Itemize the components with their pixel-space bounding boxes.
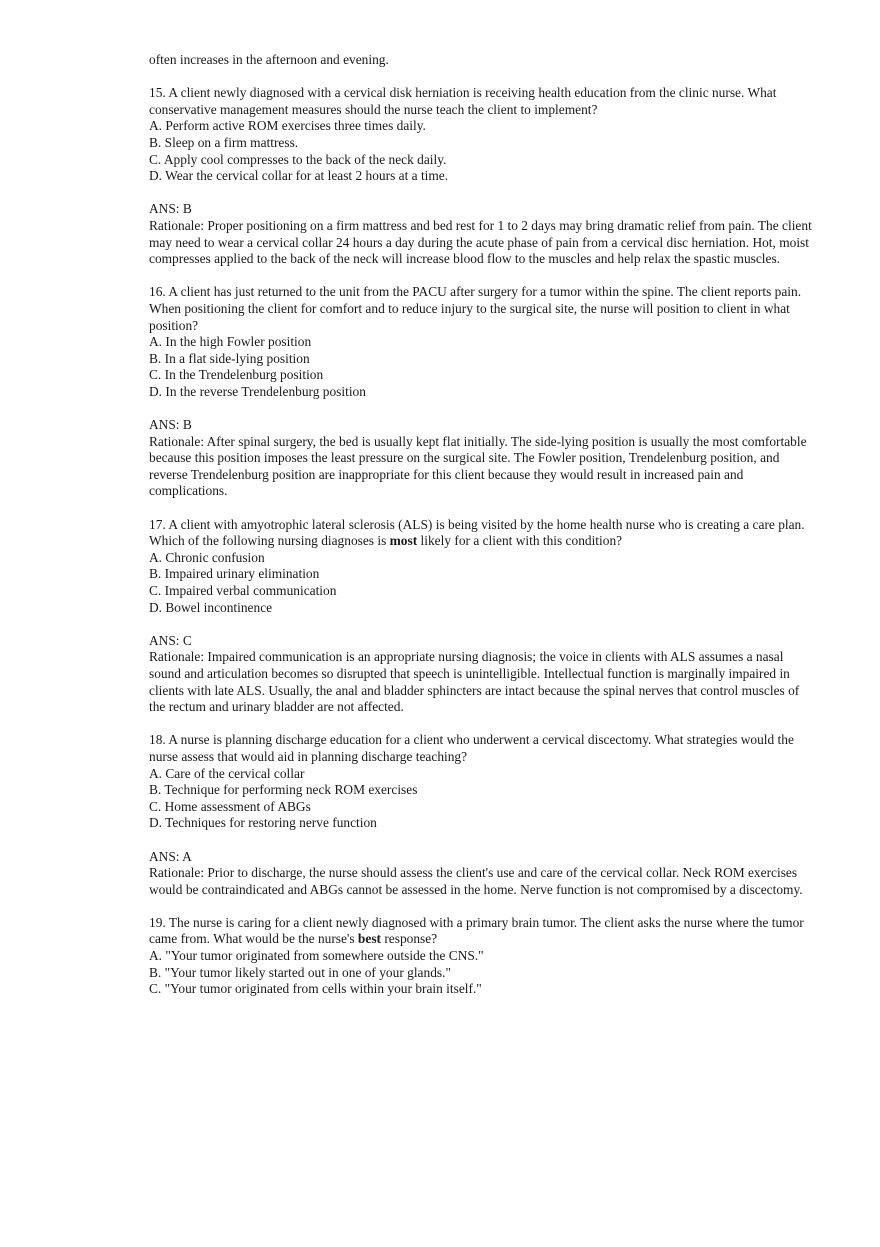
stem-emphasis: most	[389, 533, 418, 549]
spacer	[149, 185, 814, 202]
option-c: C. In the Trendelenburg position	[149, 367, 324, 383]
spacer	[149, 500, 814, 517]
option-c: C. Impaired verbal communication	[149, 583, 337, 598]
question-17	[149, 517, 814, 716]
rationale: Rationale: Impaired communication is an appropriate nursing diagnosis; the voice in clients with ALS assumes a nasal sound and articulation becomes so disrupted that speech is unintelligible. Intellectual function is marginally impaired in clients with late ALS. Usually, the anal and bladder sphincters are intact because the spinal nerves that control muscles of the rectum and urinary bladder are not affected.	[149, 649, 800, 715]
option-a: A. "Your tumor originated from somewhere outside the CNS."	[149, 948, 484, 964]
option-d: D. Techniques for restoring nerve function	[149, 815, 377, 831]
question-stem	[149, 517, 814, 550]
stem-text: 17. A client with amyotrophic lateral sclerosis (ALS) is being visited by the home health nurse who is creating a care plan. Which of the following nursing diagnoses is	[149, 516, 805, 549]
option-c: C. "Your tumor originated from cells within your brain itself."	[149, 981, 482, 997]
question-stem: 16. A client has just returned to the unit from the PACU after surgery for a tumor within the spine. The client reports pain. When positioning the client for comfort and to reduce injury to the surgical site, the nurse will position to client in what position?	[149, 284, 802, 333]
option-b: B. Sleep on a firm mattress.	[149, 134, 299, 150]
option-a: A. Perform active ROM exercises three times daily.	[149, 118, 426, 134]
rationale: Rationale: After spinal surgery, the bed is usually kept flat initially. The side-lying position is usually the most comfortable because this position imposes the least pressure on the surgical site. The Fowler position, Trendelenburg position, and reverse Trendelenburg position are inappropriate for this client because they would result in increased pain and complications.	[149, 433, 807, 499]
option-b: B. Technique for performing neck ROM exercises	[149, 782, 418, 798]
spacer	[149, 616, 814, 633]
option-a: A. Chronic confusion	[149, 549, 265, 565]
option-a: A. In the high Fowler position	[149, 334, 312, 350]
rationale: Rationale: Prior to discharge, the nurse should assess the client's use and care of the cervical collar. Neck ROM exercises would be contraindicated and ABGs cannot be assessed in the home. Nerve function is not compromised by a discectomy.	[149, 865, 803, 897]
stem-text: response?	[380, 931, 438, 947]
spacer	[149, 716, 814, 733]
option-b: B. In a flat side-lying position	[149, 350, 310, 366]
option-c: C. Apply cool compresses to the back of the neck daily.	[149, 151, 447, 167]
option-a: A. Care of the cervical collar	[149, 765, 305, 781]
question-16	[149, 284, 814, 500]
question-stem	[149, 915, 814, 948]
option-d: D. Wear the cervical collar for at least 2 hours at a time.	[149, 168, 449, 184]
question-stem: 18. A nurse is planning discharge education for a client who underwent a cervical discectomy. What strategies would the nurse assess that would aid in planning discharge teaching?	[149, 732, 794, 764]
answer-key: ANS: B	[149, 417, 192, 433]
stem-text: likely for a client with this condition?	[417, 533, 623, 549]
spacer	[149, 898, 814, 915]
answer-key: ANS: B	[149, 201, 192, 217]
stem-emphasis: best	[357, 931, 381, 947]
spacer	[149, 400, 814, 417]
option-d: D. Bowel incontinence	[149, 599, 273, 615]
answer-key: ANS: C	[149, 632, 192, 648]
option-b: B. Impaired urinary elimination	[149, 566, 320, 582]
continuation-text: often increases in the afternoon and evening.	[149, 52, 389, 67]
question-15	[149, 85, 814, 268]
option-d: D. In the reverse Trendelenburg position	[149, 383, 366, 399]
option-b: B. "Your tumor likely started out in one of your glands."	[149, 964, 451, 980]
document-page	[149, 52, 814, 998]
rationale: Rationale: Proper positioning on a firm mattress and bed rest for 1 to 2 days may bring dramatic relief from pain. The client may need to wear a cervical collar 24 hours a day during the acute phase of pain from a cervical disc herniation. Hot, moist compresses applied to the back of the neck will increase blood flow to the muscles and help relax the spastic muscles.	[149, 217, 812, 267]
spacer	[149, 69, 814, 86]
answer-key: ANS: A	[149, 848, 192, 864]
question-19	[149, 915, 814, 998]
question-stem: 15. A client newly diagnosed with a cervical disk herniation is receiving health education from the clinic nurse. What conservative management measures should the nurse teach the client to implement?	[149, 85, 777, 117]
option-c: C. Home assessment of ABGs	[149, 798, 311, 814]
spacer	[149, 268, 814, 285]
question-18	[149, 732, 814, 898]
spacer	[149, 832, 814, 849]
stem-text: 19. The nurse is caring for a client newly diagnosed with a primary brain tumor. The client asks the nurse where the tumor came from. What would be the nurse's	[149, 914, 804, 947]
